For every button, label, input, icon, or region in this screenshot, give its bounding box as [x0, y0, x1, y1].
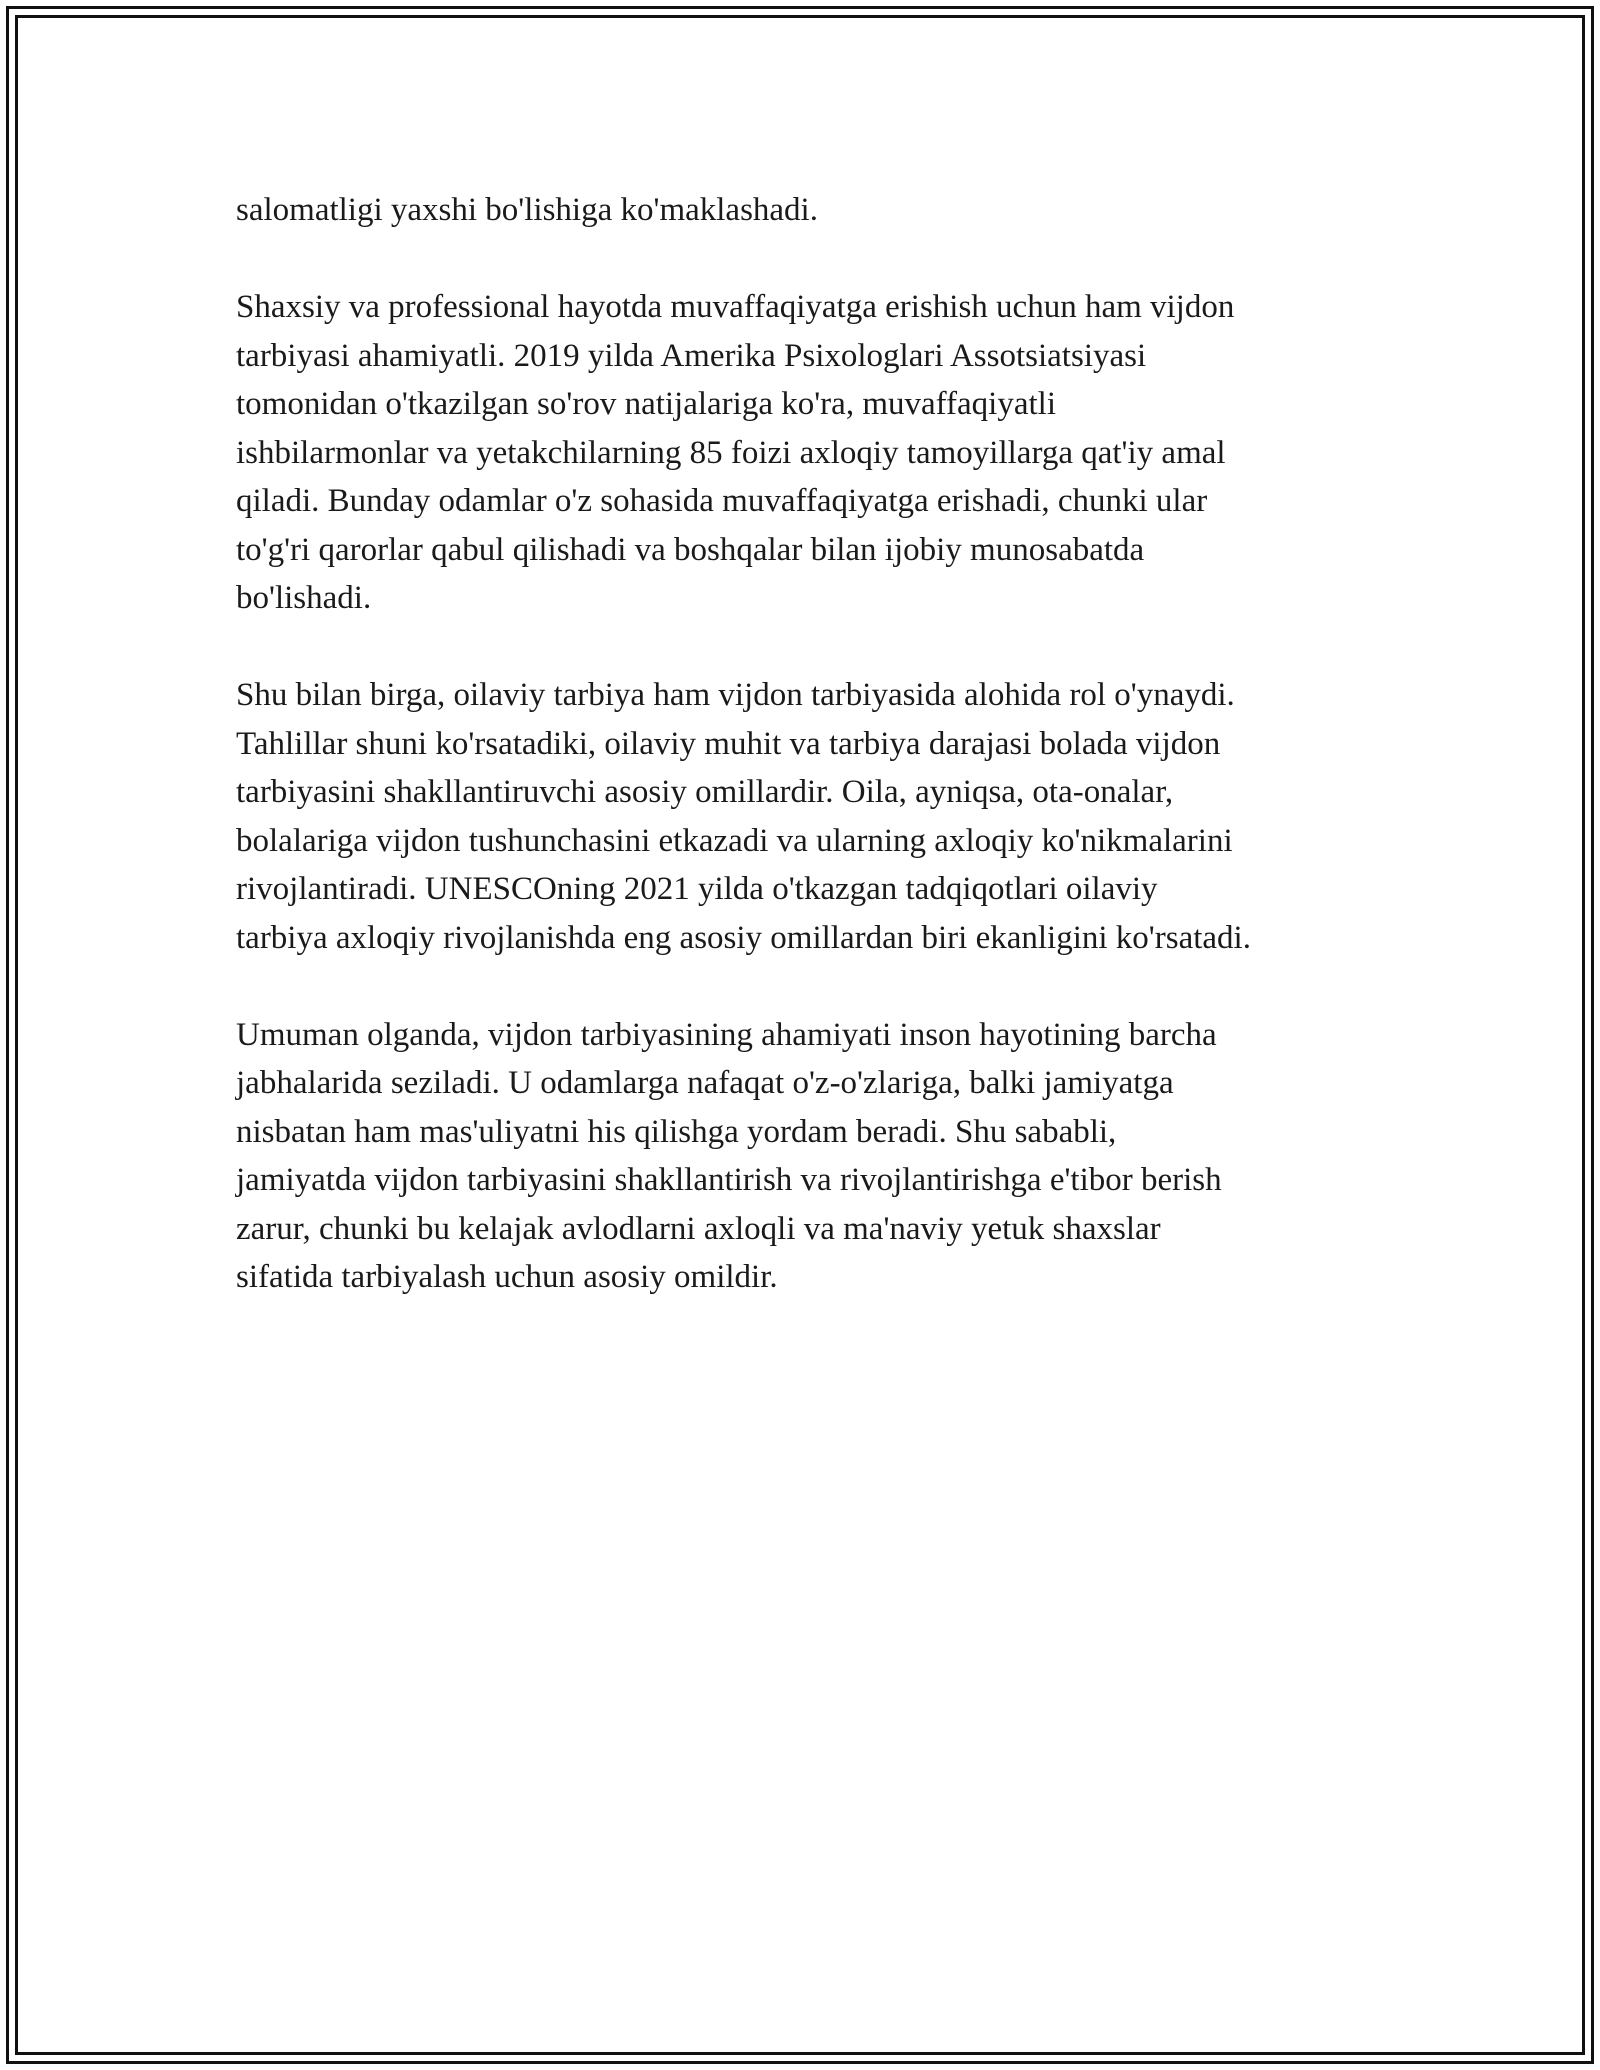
- text-line: jamiyatda vijdon tarbiyasini shakllantirish va rivojlantirishga e'tibor berish: [236, 1162, 1222, 1198]
- text-line: Shu bilan birga, oilaviy tarbiya ham vijdon tarbiyasida alohida rol o'ynaydi.: [236, 677, 1235, 713]
- text-line: tarbiyasini shakllantiruvchi asosiy omillardir. Oila, ayniqsa, ota-onalar,: [236, 774, 1174, 810]
- text-line: tomonidan o'tkazilgan so'rov natijalariga ko'ra, muvaffaqiyatli: [236, 386, 1056, 422]
- text-line: jabhalarida seziladi. U odamlarga nafaqat o'z-o'zlariga, balki jamiyatga: [236, 1065, 1174, 1101]
- text-line: qiladi. Bunday odamlar o'z sohasida muvaffaqiyatga erishadi, chunki ular: [236, 483, 1208, 519]
- text-line: zarur, chunki bu kelajak avlodlarni axloqli va ma'naviy yetuk shaxslar: [236, 1210, 1161, 1247]
- text-line: bolalariga vijdon tushunchasini etkazadi va ularning axloqiy ko'nikmalarini: [236, 822, 1233, 859]
- text-line: Shaxsiy va professional hayotda muvaffaqiyatga erishish uchun ham vijdon: [236, 289, 1235, 325]
- paragraph-4: [236, 1011, 1386, 1302]
- text-line: bo'lishadi.: [236, 580, 372, 616]
- paragraph-3: [236, 671, 1386, 962]
- text-line: tarbiyasi ahamiyatli. 2019 yilda Amerika Psixologlari Assotsiatsiyasi: [236, 337, 1147, 374]
- text-line: rivojlantiradi. UNESCOning 2021 yilda o'tkazgan tadqiqotlari oilaviy: [236, 871, 1158, 907]
- text-line: nisbatan ham mas'uliyatni his qilishga yordam beradi. Shu sababli,: [236, 1113, 1117, 1150]
- text-line: salomatligi yaxshi bo'lishiga ko'maklashadi.: [236, 192, 818, 228]
- text-line: to'g'ri qarorlar qabul qilishadi va boshqalar bilan ijobiy munosabatda: [236, 531, 1145, 568]
- text-line: Umuman olganda, vijdon tarbiyasining ahamiyati inson hayotining barcha: [236, 1016, 1217, 1053]
- text-line: Tahlillar shuni ko'rsatadiki, oilaviy muhit va tarbiya darajasi bolada vijdon: [236, 725, 1221, 762]
- document-body: [236, 186, 1386, 1350]
- paragraph-2: [236, 283, 1386, 623]
- text-line: sifatida tarbiyalash uchun asosiy omildir.: [236, 1259, 778, 1295]
- text-line: ishbilarmonlar va yetakchilarning 85 foizi axloqiy tamoyillarga qat'iy amal: [236, 434, 1226, 471]
- text-line: tarbiya axloqiy rivojlanishda eng asosiy omillardan biri ekanligini ko'rsatadi.: [236, 919, 1251, 956]
- paragraph-1: [236, 186, 1386, 235]
